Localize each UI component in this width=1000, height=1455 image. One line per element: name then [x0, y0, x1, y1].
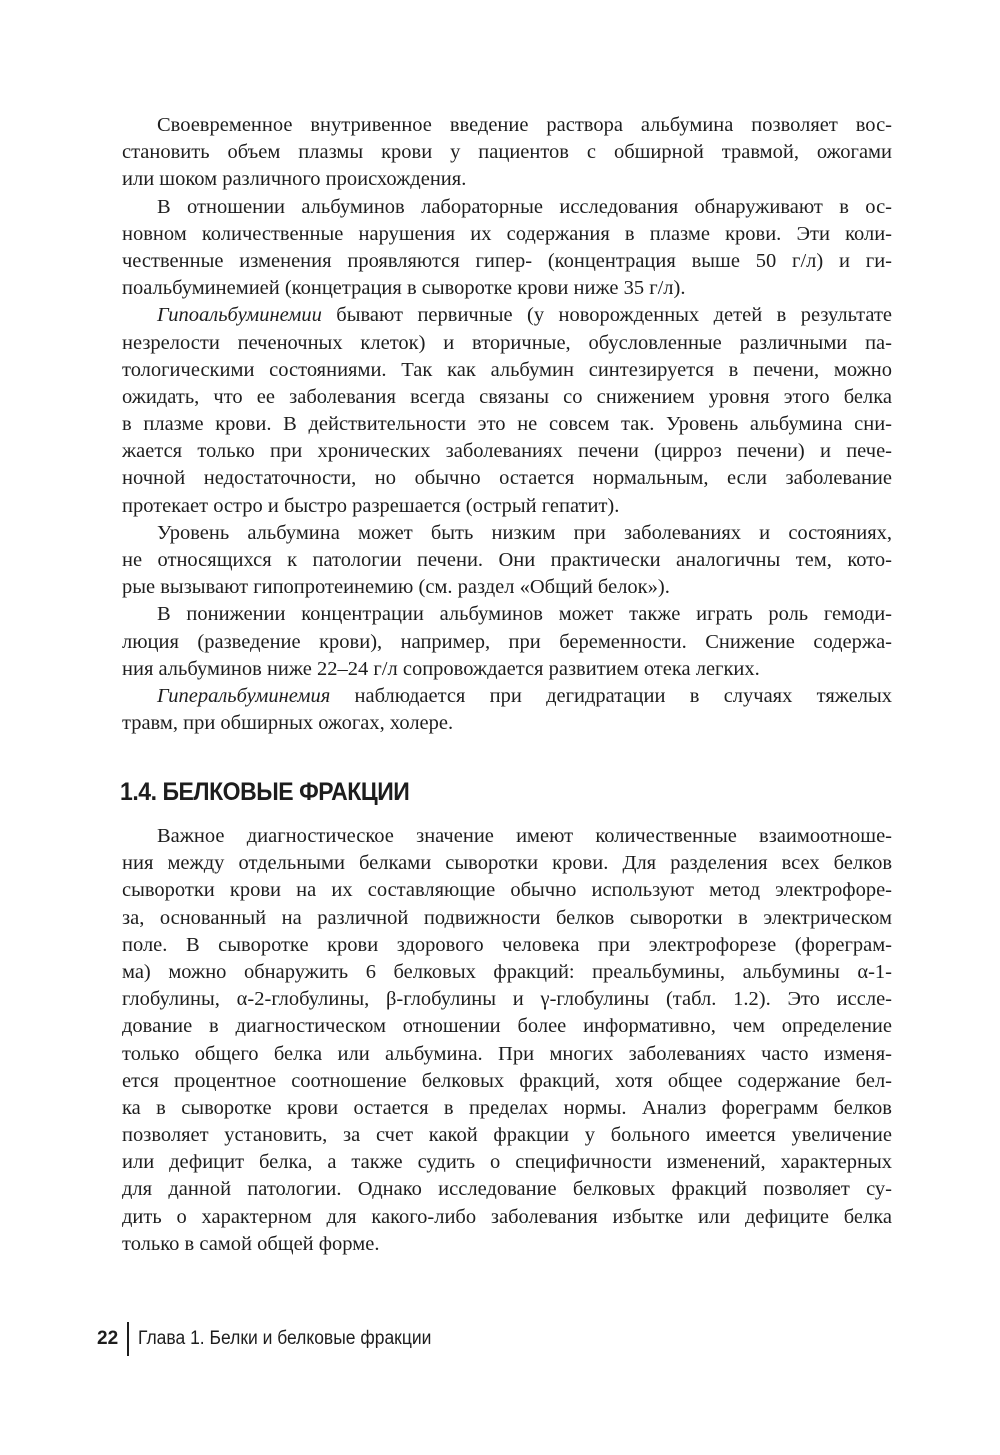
text-line: [122, 932, 892, 959]
line-text: Своевременное внутривенное введение раствора альбумина позволяет вос-: [157, 114, 892, 136]
line-text: позволяет установить, за счет какой фракции у больного имеется увеличение: [122, 1124, 892, 1147]
text-line: [122, 1041, 892, 1068]
text-line: [122, 601, 892, 628]
body-text-section-1-4: [122, 823, 892, 1258]
line-text: бывают первичные (у новорожденных детей в результате: [321, 304, 892, 327]
line-text: сыворотки крови на их составляющие обычно используют метод электрофоре-: [122, 879, 892, 902]
line-text: чественные изменения проявляются гипер- (концентрация выше 50 г/л) и ги-: [122, 249, 892, 272]
text-line: [122, 710, 892, 737]
line-text: протекает остро и быстро разрешается (острый гепатит).: [122, 494, 620, 517]
text-line: [122, 248, 892, 275]
line-text: в плазме крови. В действительности это не совсем так. Уровень альбумина сни-: [122, 413, 892, 436]
line-text: жается только при хронических заболеваниях печени (цирроз печени) и пече-: [122, 440, 892, 463]
italic-term: Гиперальбуминемия: [157, 684, 331, 707]
page-footer: [97, 1322, 457, 1356]
text-line: [122, 221, 892, 248]
text-line: [122, 411, 892, 438]
line-text: только общего белка или альбумина. При многих заболеваниях часто изменя-: [122, 1042, 892, 1065]
text-line: [122, 547, 892, 574]
line-text: поальбуминемией (концетрация в сыворотке крови ниже 35 г/л).: [122, 277, 686, 300]
line-text: незрелости печеночных клеток) и вторичные, обусловленные различными па-: [122, 331, 892, 354]
line-text: ется процентное соотношение белковых фракций, хотя общее содержание бел-: [122, 1069, 892, 1092]
line-text: не относящихся к патологии печени. Они практически аналогичны тем, кото-: [122, 549, 892, 571]
text-line: [122, 1231, 892, 1258]
italic-term: Гипоальбуминемии: [157, 304, 322, 327]
line-text: дование в диагностическом отношении более информативно, чем определение: [122, 1015, 892, 1038]
line-text: Уровень альбумина может быть низким при заболеваниях и состояниях,: [157, 521, 892, 544]
line-text: глобулины, α-2-глобулины, β-глобулины и γ-глобулины (табл. 1.2). Это иссле-: [122, 988, 892, 1011]
line-text: В понижении концентрации альбуминов может также играть роль гемоди-: [157, 603, 892, 626]
text-line: [122, 986, 892, 1013]
page-number: 22: [97, 1328, 119, 1349]
line-text: поле. В сыворотке крови здорового человека при электрофорезе (фореграм-: [122, 933, 892, 956]
line-text: ожидать, что ее заболевания всегда связаны со снижением уровня этого белка: [122, 385, 892, 408]
text-line: [122, 275, 892, 302]
line-text: В отношении альбуминов лабораторные исследования обнаруживают в ос-: [157, 195, 892, 218]
text-line: [122, 1176, 892, 1203]
text-line: [122, 656, 892, 683]
line-text: ния между отдельными белками сыворотки крови. Для разделения всех белков: [122, 852, 892, 875]
text-line: [122, 629, 892, 656]
line-text: новном количественные нарушения их содержания в плазме крови. Эти коли-: [122, 222, 892, 245]
text-line: [122, 877, 892, 904]
line-text: травм, при обширных ожогах, холере.: [122, 712, 454, 735]
line-text: тологическими состояниями. Так как альбумин синтезируется в печени, можно: [122, 358, 892, 381]
text-line: [122, 166, 892, 193]
footer-divider: [127, 1322, 129, 1356]
line-text: ния альбуминов ниже 22–24 г/л сопровождается развитием отека легких.: [122, 657, 760, 680]
text-line: [122, 112, 892, 139]
text-line: [122, 823, 892, 850]
text-line: [122, 357, 892, 384]
section-heading: 1.4. БЕЛКОВЫЕ ФРАКЦИИ: [120, 778, 410, 806]
line-text: для данной патологии. Однако исследование белковых фракций позволяет су-: [122, 1178, 892, 1201]
line-text: рые вызывают гипопротеинемию (см. раздел «Общий белок»).: [122, 576, 670, 599]
line-text: или шоком различного происхождения.: [122, 168, 467, 191]
text-line: [122, 465, 892, 492]
text-line: [122, 302, 892, 329]
text-line: [122, 520, 892, 547]
text-line: [122, 194, 892, 221]
text-line: [122, 1122, 892, 1149]
text-line: [122, 1013, 892, 1040]
text-line: [122, 1068, 892, 1095]
line-text: или дефицит белка, а также судить о специфичности изменений, характерных: [122, 1151, 892, 1174]
line-text: за, основанный на различной подвижности белков сыворотки в электрическом: [122, 906, 892, 929]
line-text: Важное диагностическое значение имеют количественные взаимоотноше-: [157, 825, 892, 847]
line-text: ма) можно обнаружить 6 белковых фракций: преальбумины, альбумины α-1-: [122, 960, 892, 983]
text-line: [122, 330, 892, 357]
line-text: ка в сыворотке крови остается в пределах нормы. Анализ фореграмм белков: [122, 1096, 892, 1119]
text-line: [122, 1204, 892, 1231]
line-text: наблюдается при дегидратации в случаях тяжелых: [330, 684, 892, 707]
text-line: [122, 959, 892, 986]
line-text: дить о характерном для какого-либо заболевания избытке или дефиците белка: [122, 1205, 892, 1228]
text-line: [122, 905, 892, 932]
text-line: [122, 683, 892, 710]
text-line: [122, 493, 892, 520]
running-chapter-title: Глава 1. Белки и белковые фракции: [138, 1328, 432, 1349]
text-line: [122, 574, 892, 601]
line-text: люция (разведение крови), например, при беременности. Снижение содержа-: [122, 630, 892, 653]
text-line: [122, 850, 892, 877]
text-line: [122, 1149, 892, 1176]
line-text: только в самой общей форме.: [122, 1232, 380, 1255]
text-line: [122, 1095, 892, 1122]
text-line: [122, 384, 892, 411]
text-line: [122, 438, 892, 465]
line-text: становить объем плазмы крови у пациентов с обширной травмой, ожогами: [122, 141, 892, 164]
line-text: ночной недостаточности, но обычно остается нормальным, если заболевание: [122, 467, 892, 490]
text-line: [122, 139, 892, 166]
body-text-before-section: [122, 112, 892, 737]
